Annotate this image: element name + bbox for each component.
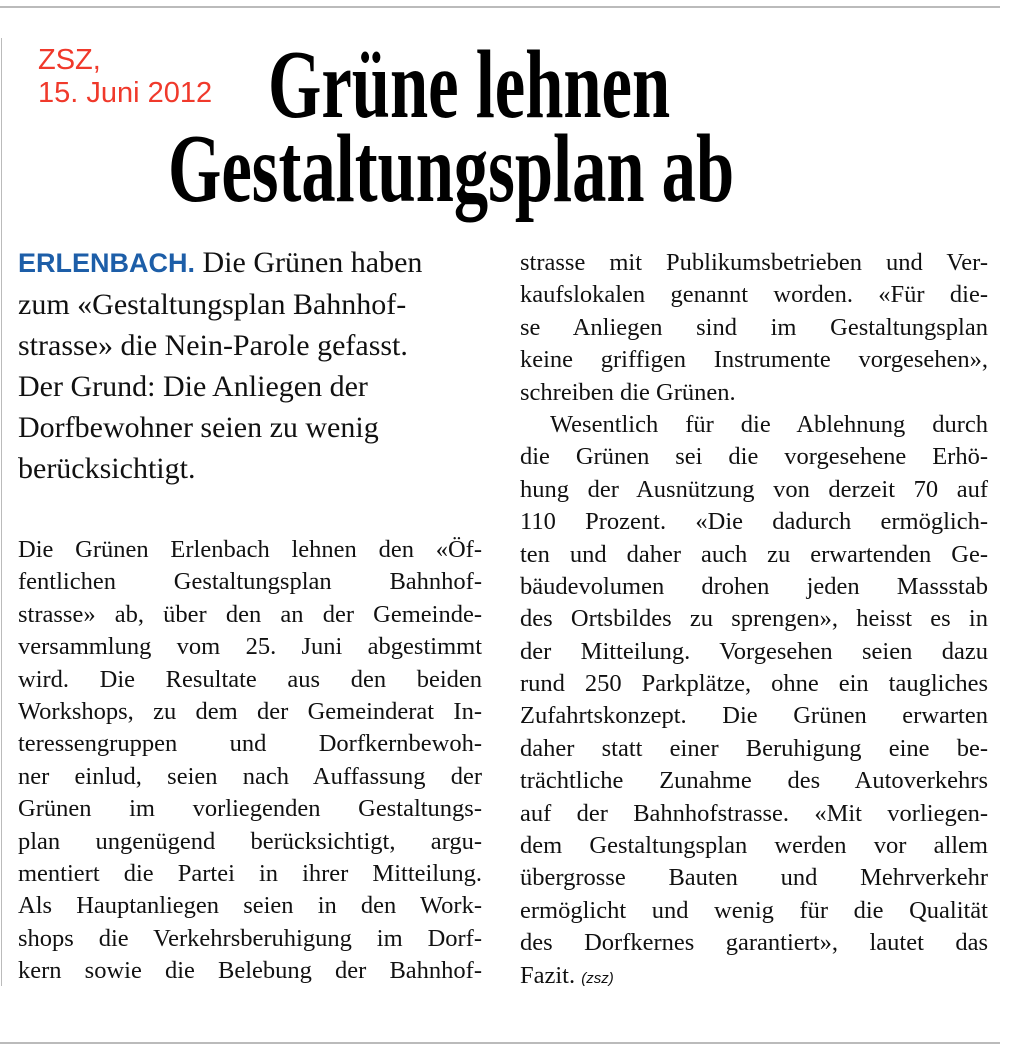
body-text-line xyxy=(520,312,988,344)
top-rule xyxy=(0,6,1000,8)
body-text-line xyxy=(520,927,988,959)
body-text-line xyxy=(520,830,988,862)
body-text: daher statt einer Beruhigung eine be- xyxy=(520,734,988,762)
body-text-line xyxy=(18,696,482,728)
body-text-line xyxy=(520,409,988,441)
body-text: Grünen im vorliegenden Gestaltungs- xyxy=(18,795,482,823)
body-text: Workshops, zu dem der Gemeinderat In- xyxy=(18,697,482,725)
body-column-right xyxy=(520,247,988,992)
body-text-line xyxy=(520,377,988,409)
lead-line-text: Die Grünen haben xyxy=(195,246,423,279)
body-text-line xyxy=(18,826,482,858)
body-text: kaufslokalen genannt worden. «Für die- xyxy=(520,281,988,309)
body-text: teressengruppen und Dorfkernbewoh- xyxy=(18,730,482,758)
body-text: ten und daher auch zu erwartenden Ge- xyxy=(520,540,988,568)
body-text: plan ungenügend berücksichtigt, argu- xyxy=(18,827,482,855)
body-text: der Mitteilung. Vorgesehen seien dazu xyxy=(520,637,988,665)
lead-line xyxy=(18,242,484,284)
body-text-line xyxy=(520,539,988,571)
body-text: Zufahrtskonzept. Die Grünen erwarten xyxy=(520,702,988,730)
headline-line-2: Gestaltungsplan ab xyxy=(168,115,735,223)
body-text-line xyxy=(18,890,482,922)
body-text-line xyxy=(18,858,482,890)
bottom-rule xyxy=(0,1042,1000,1044)
lead-line: strasse» die Nein-Parole gefasst. xyxy=(18,329,408,362)
body-text: strasse mit Publikumsbetrieben und Ver- xyxy=(520,249,988,276)
lead-line: berücksichtigt. xyxy=(18,452,196,485)
body-text: Fazit. xyxy=(520,961,582,989)
body-text: se Anliegen sind im Gestaltungsplan xyxy=(520,313,988,341)
author-signature: (zsz) xyxy=(581,969,614,987)
body-text: wird. Die Resultate aus den beiden xyxy=(18,665,482,693)
body-text-line xyxy=(520,441,988,473)
body-text: auf der Bahnhofstrasse. «Mit vorliegen- xyxy=(520,799,988,827)
body-column-left xyxy=(18,534,482,987)
body-text: des Ortsbildes zu sprengen», heisst es in xyxy=(520,605,988,633)
body-text-line xyxy=(18,664,482,696)
headline-line-1: Grüne lehnen xyxy=(268,31,671,139)
body-text: Als Hauptanliegen seien in den Work- xyxy=(18,892,482,920)
body-text: Die Grünen Erlenbach lehnen den «Öf- xyxy=(18,536,482,563)
body-text: rund 250 Parkplätze, ohne ein taugliches xyxy=(520,670,988,698)
body-text-line xyxy=(520,506,988,538)
body-text-line xyxy=(18,923,482,955)
dateline-kicker: ERLENBACH. xyxy=(18,248,196,278)
lead-line: Dorfbewohner seien zu wenig xyxy=(18,411,379,444)
body-text-line xyxy=(18,566,482,598)
body-text-line xyxy=(520,279,988,311)
body-text-line xyxy=(520,862,988,894)
lead-line: zum «Gestaltungsplan Bahnhof- xyxy=(18,288,407,321)
body-text-line xyxy=(520,636,988,668)
body-text-line xyxy=(520,895,988,927)
body-text: kern sowie die Belebung der Bahnhof- xyxy=(18,957,482,985)
body-text: des Dorfkernes garantiert», lautet das xyxy=(520,929,988,957)
body-text-line xyxy=(520,571,988,603)
body-text: dem Gestaltungsplan werden vor allem xyxy=(520,832,988,860)
body-text-line xyxy=(520,247,988,279)
body-text: trächtliche Zunahme des Autoverkehrs xyxy=(520,767,988,795)
body-text: fentlichen Gestaltungsplan Bahnhof- xyxy=(18,568,482,596)
body-text-line xyxy=(520,960,988,992)
body-text-line xyxy=(520,474,988,506)
body-text: hung der Ausnützung von derzeit 70 auf xyxy=(520,475,988,503)
body-text-line xyxy=(520,765,988,797)
body-text: mentiert die Partei in ihrer Mitteilung. xyxy=(18,859,482,887)
body-text-line xyxy=(520,733,988,765)
body-text-line xyxy=(520,603,988,635)
body-text-line xyxy=(520,344,988,376)
body-text: keine griffigen Instrumente vorgesehen», xyxy=(520,346,988,374)
body-text-line xyxy=(520,798,988,830)
body-text: shops die Verkehrsberuhigung im Dorf- xyxy=(18,924,482,952)
body-text: Wesentlich für die Ablehnung durch xyxy=(550,410,988,438)
source-date-annotation xyxy=(38,44,212,110)
body-text: ner einlud, seien nach Auffassung der xyxy=(18,762,482,790)
body-text-line xyxy=(18,599,482,631)
body-text: 110 Prozent. «Die dadurch ermöglich- xyxy=(520,508,988,536)
body-text: die Grünen sei die vorgesehene Erhö- xyxy=(520,443,988,471)
body-text: strasse» ab, über den an der Gemeinde- xyxy=(18,600,482,628)
body-text: ermöglicht und wenig für die Qualität xyxy=(520,896,988,924)
body-text-line xyxy=(18,631,482,663)
source-name: ZSZ, xyxy=(38,44,101,76)
body-text-line xyxy=(18,728,482,760)
body-text-line xyxy=(520,668,988,700)
body-text: bäudevolumen drohen jeden Massstab xyxy=(520,572,988,600)
body-text: übergrosse Bauten und Mehrverkehr xyxy=(520,864,988,892)
source-date: 15. Juni 2012 xyxy=(38,77,213,109)
body-text-line xyxy=(18,793,482,825)
left-rule xyxy=(1,38,2,986)
body-text-line xyxy=(520,700,988,732)
body-text-line xyxy=(18,761,482,793)
lead-line: Der Grund: Die Anliegen der xyxy=(18,370,368,403)
body-text: versammlung vom 25. Juni abgestimmt xyxy=(18,633,482,661)
lead-paragraph xyxy=(18,242,484,489)
body-text: schreiben die Grünen. xyxy=(520,378,736,406)
body-text-line xyxy=(18,534,482,566)
body-text-line xyxy=(18,955,482,987)
